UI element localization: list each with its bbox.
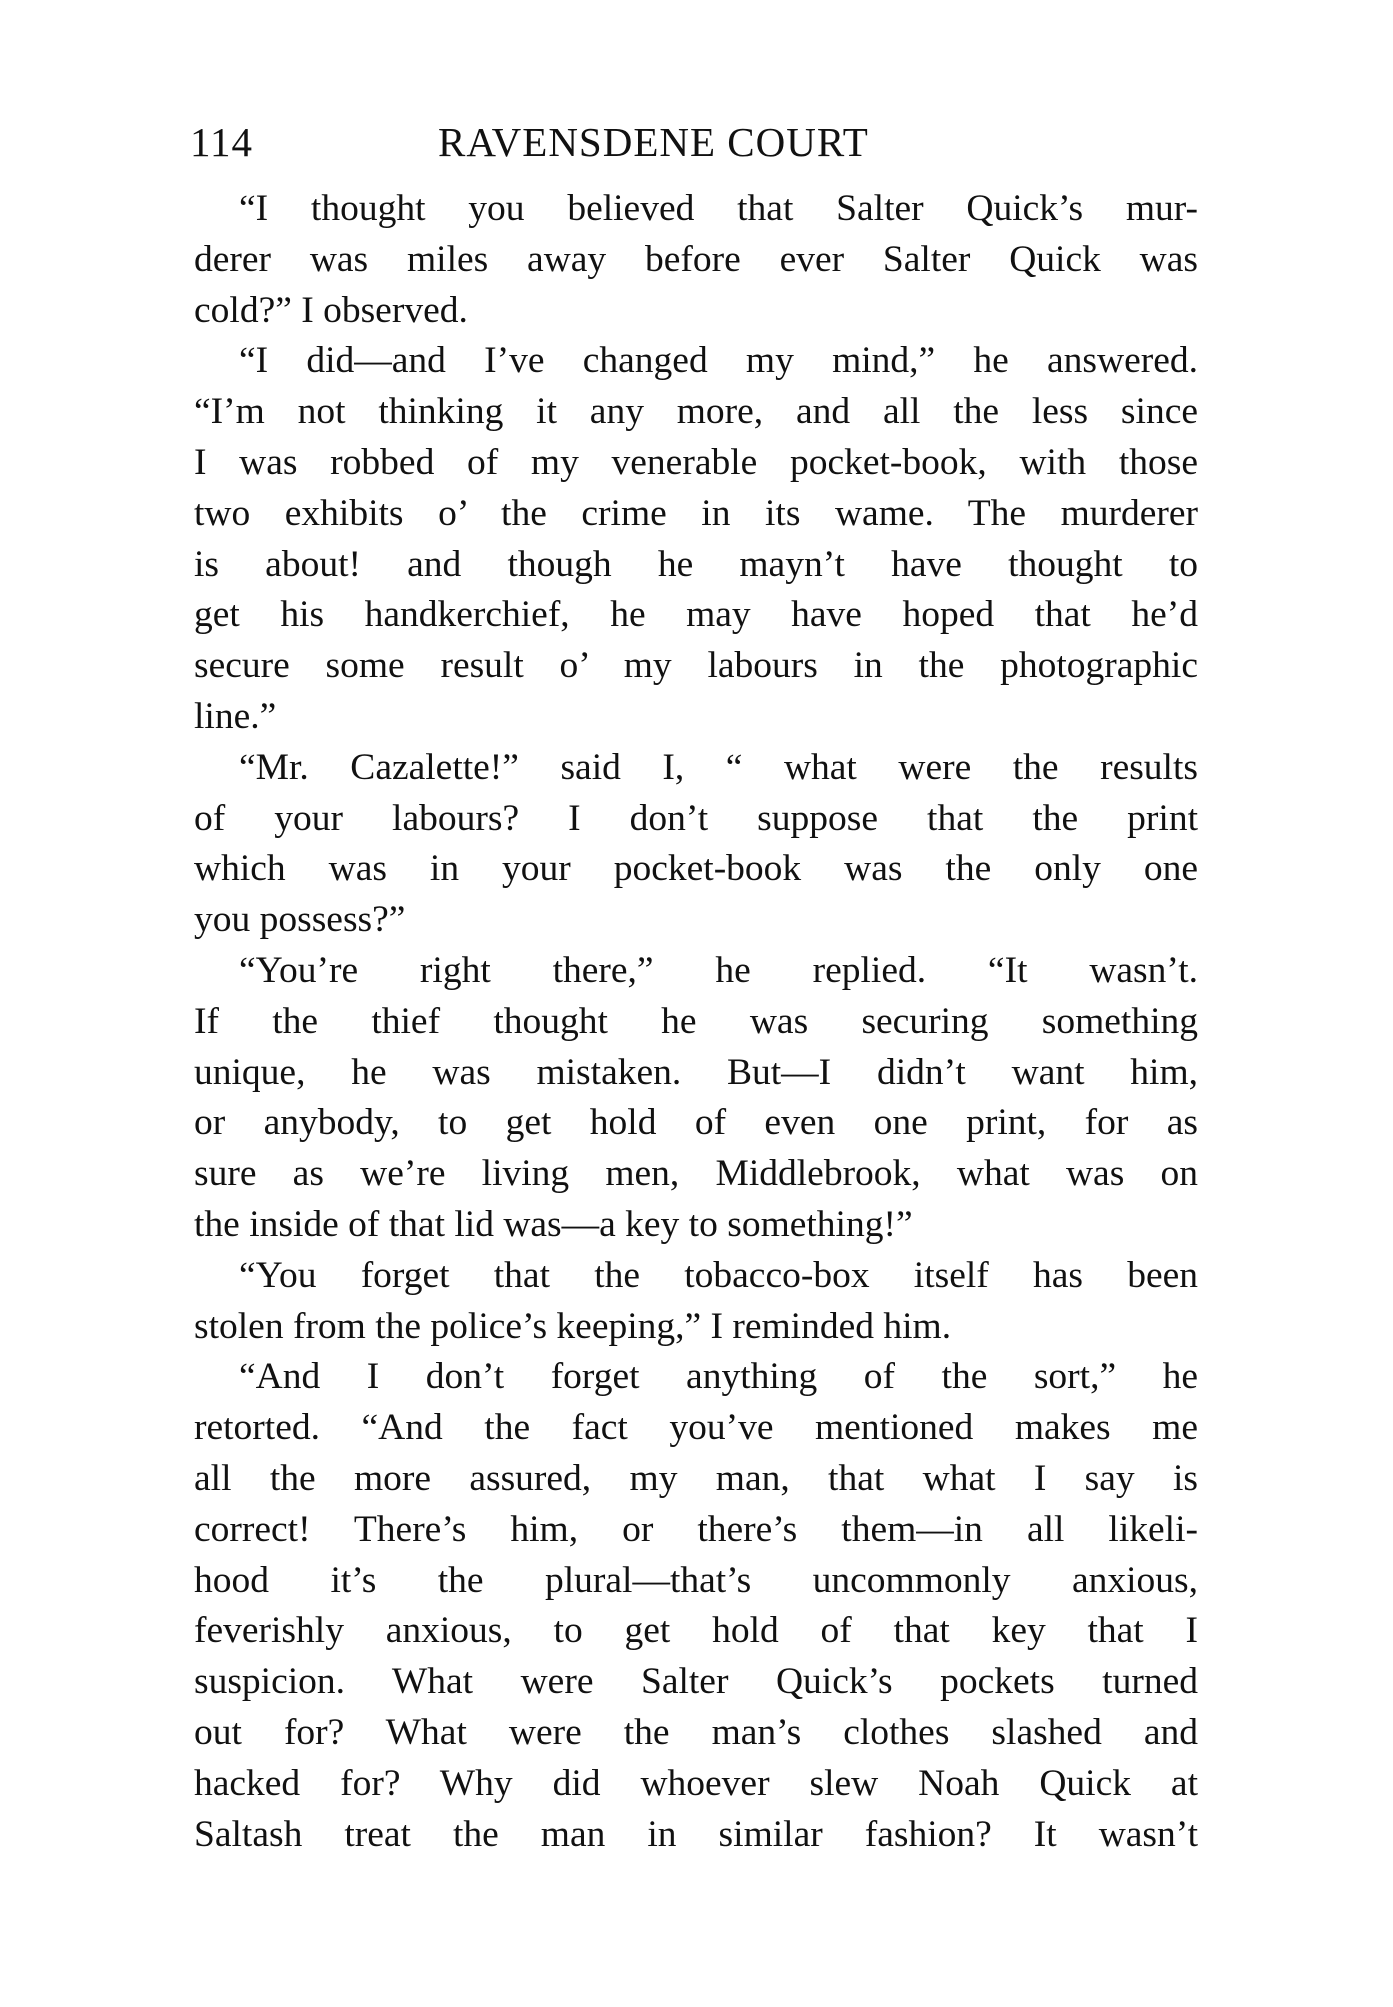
text-line: hood it’s the plural—that’s uncommonly anxious, (194, 1559, 1198, 1601)
text-line: “And I don’t forget anything of the sort,” he (239, 1356, 1198, 1398)
page-number: 114 (190, 119, 253, 165)
text-line: is about! and though he mayn’t have thought to (194, 543, 1198, 585)
text-line: feverishly anxious, to get hold of that key that I (194, 1610, 1198, 1652)
text-line: unique, he was mistaken. But—I didn’t want him, (194, 1051, 1198, 1093)
text-line: or anybody, to get hold of even one print, for as (194, 1102, 1198, 1144)
text-line: retorted. “And the fact you’ve mentioned makes me (194, 1407, 1198, 1449)
text-line: line.” (194, 695, 277, 737)
text-line: correct! There’s him, or there’s them—in all likeli- (194, 1508, 1198, 1550)
text-line: out for? What were the man’s clothes slashed and (194, 1711, 1198, 1753)
text-line: “You forget that the tobacco-box itself has been (239, 1254, 1198, 1296)
text-line: all the more assured, my man, that what I say is (194, 1457, 1198, 1499)
text-line: cold?” I observed. (194, 289, 468, 331)
text-line: stolen from the police’s keeping,” I reminded him. (194, 1305, 952, 1347)
text-line: you possess?” (194, 899, 406, 941)
text-line: “I thought you believed that Salter Quick’s mur- (239, 188, 1198, 229)
text-line: If the thief thought he was securing something (194, 1000, 1198, 1042)
text-line: “You’re right there,” he replied. “It wasn’t. (239, 949, 1198, 991)
text-line: derer was miles away before ever Salter Quick was (194, 238, 1198, 280)
text-line: the inside of that lid was—a key to something!” (194, 1203, 913, 1245)
text-line: suspicion. What were Salter Quick’s pockets turned (194, 1661, 1198, 1703)
text-line: “Mr. Cazalette!” said I, “ what were the results (239, 746, 1198, 788)
body-text (194, 184, 1198, 1860)
text-line: of your labours? I don’t suppose that the print (194, 797, 1198, 839)
text-line: sure as we’re living men, Middlebrook, what was on (194, 1153, 1198, 1195)
text-line: “I did—and I’ve changed my mind,” he answered. (239, 340, 1198, 382)
text-line: I was robbed of my venerable pocket-book, with those (194, 441, 1198, 483)
running-head (190, 118, 1200, 166)
text-line: which was in your pocket-book was the only one (194, 848, 1198, 890)
text-line: hacked for? Why did whoever slew Noah Quick at (194, 1762, 1198, 1804)
text-line: secure some result o’ my labours in the photographic (194, 645, 1198, 687)
running-title: RAVENSDENE COURT (438, 119, 869, 165)
text-line: get his handkerchief, he may have hoped that he’d (194, 594, 1198, 636)
text-line: “I’m not thinking it any more, and all the less since (194, 391, 1198, 433)
text-line: Saltash treat the man in similar fashion? It wasn’t (194, 1813, 1198, 1855)
text-line: two exhibits o’ the crime in its wame. The murderer (194, 492, 1198, 534)
